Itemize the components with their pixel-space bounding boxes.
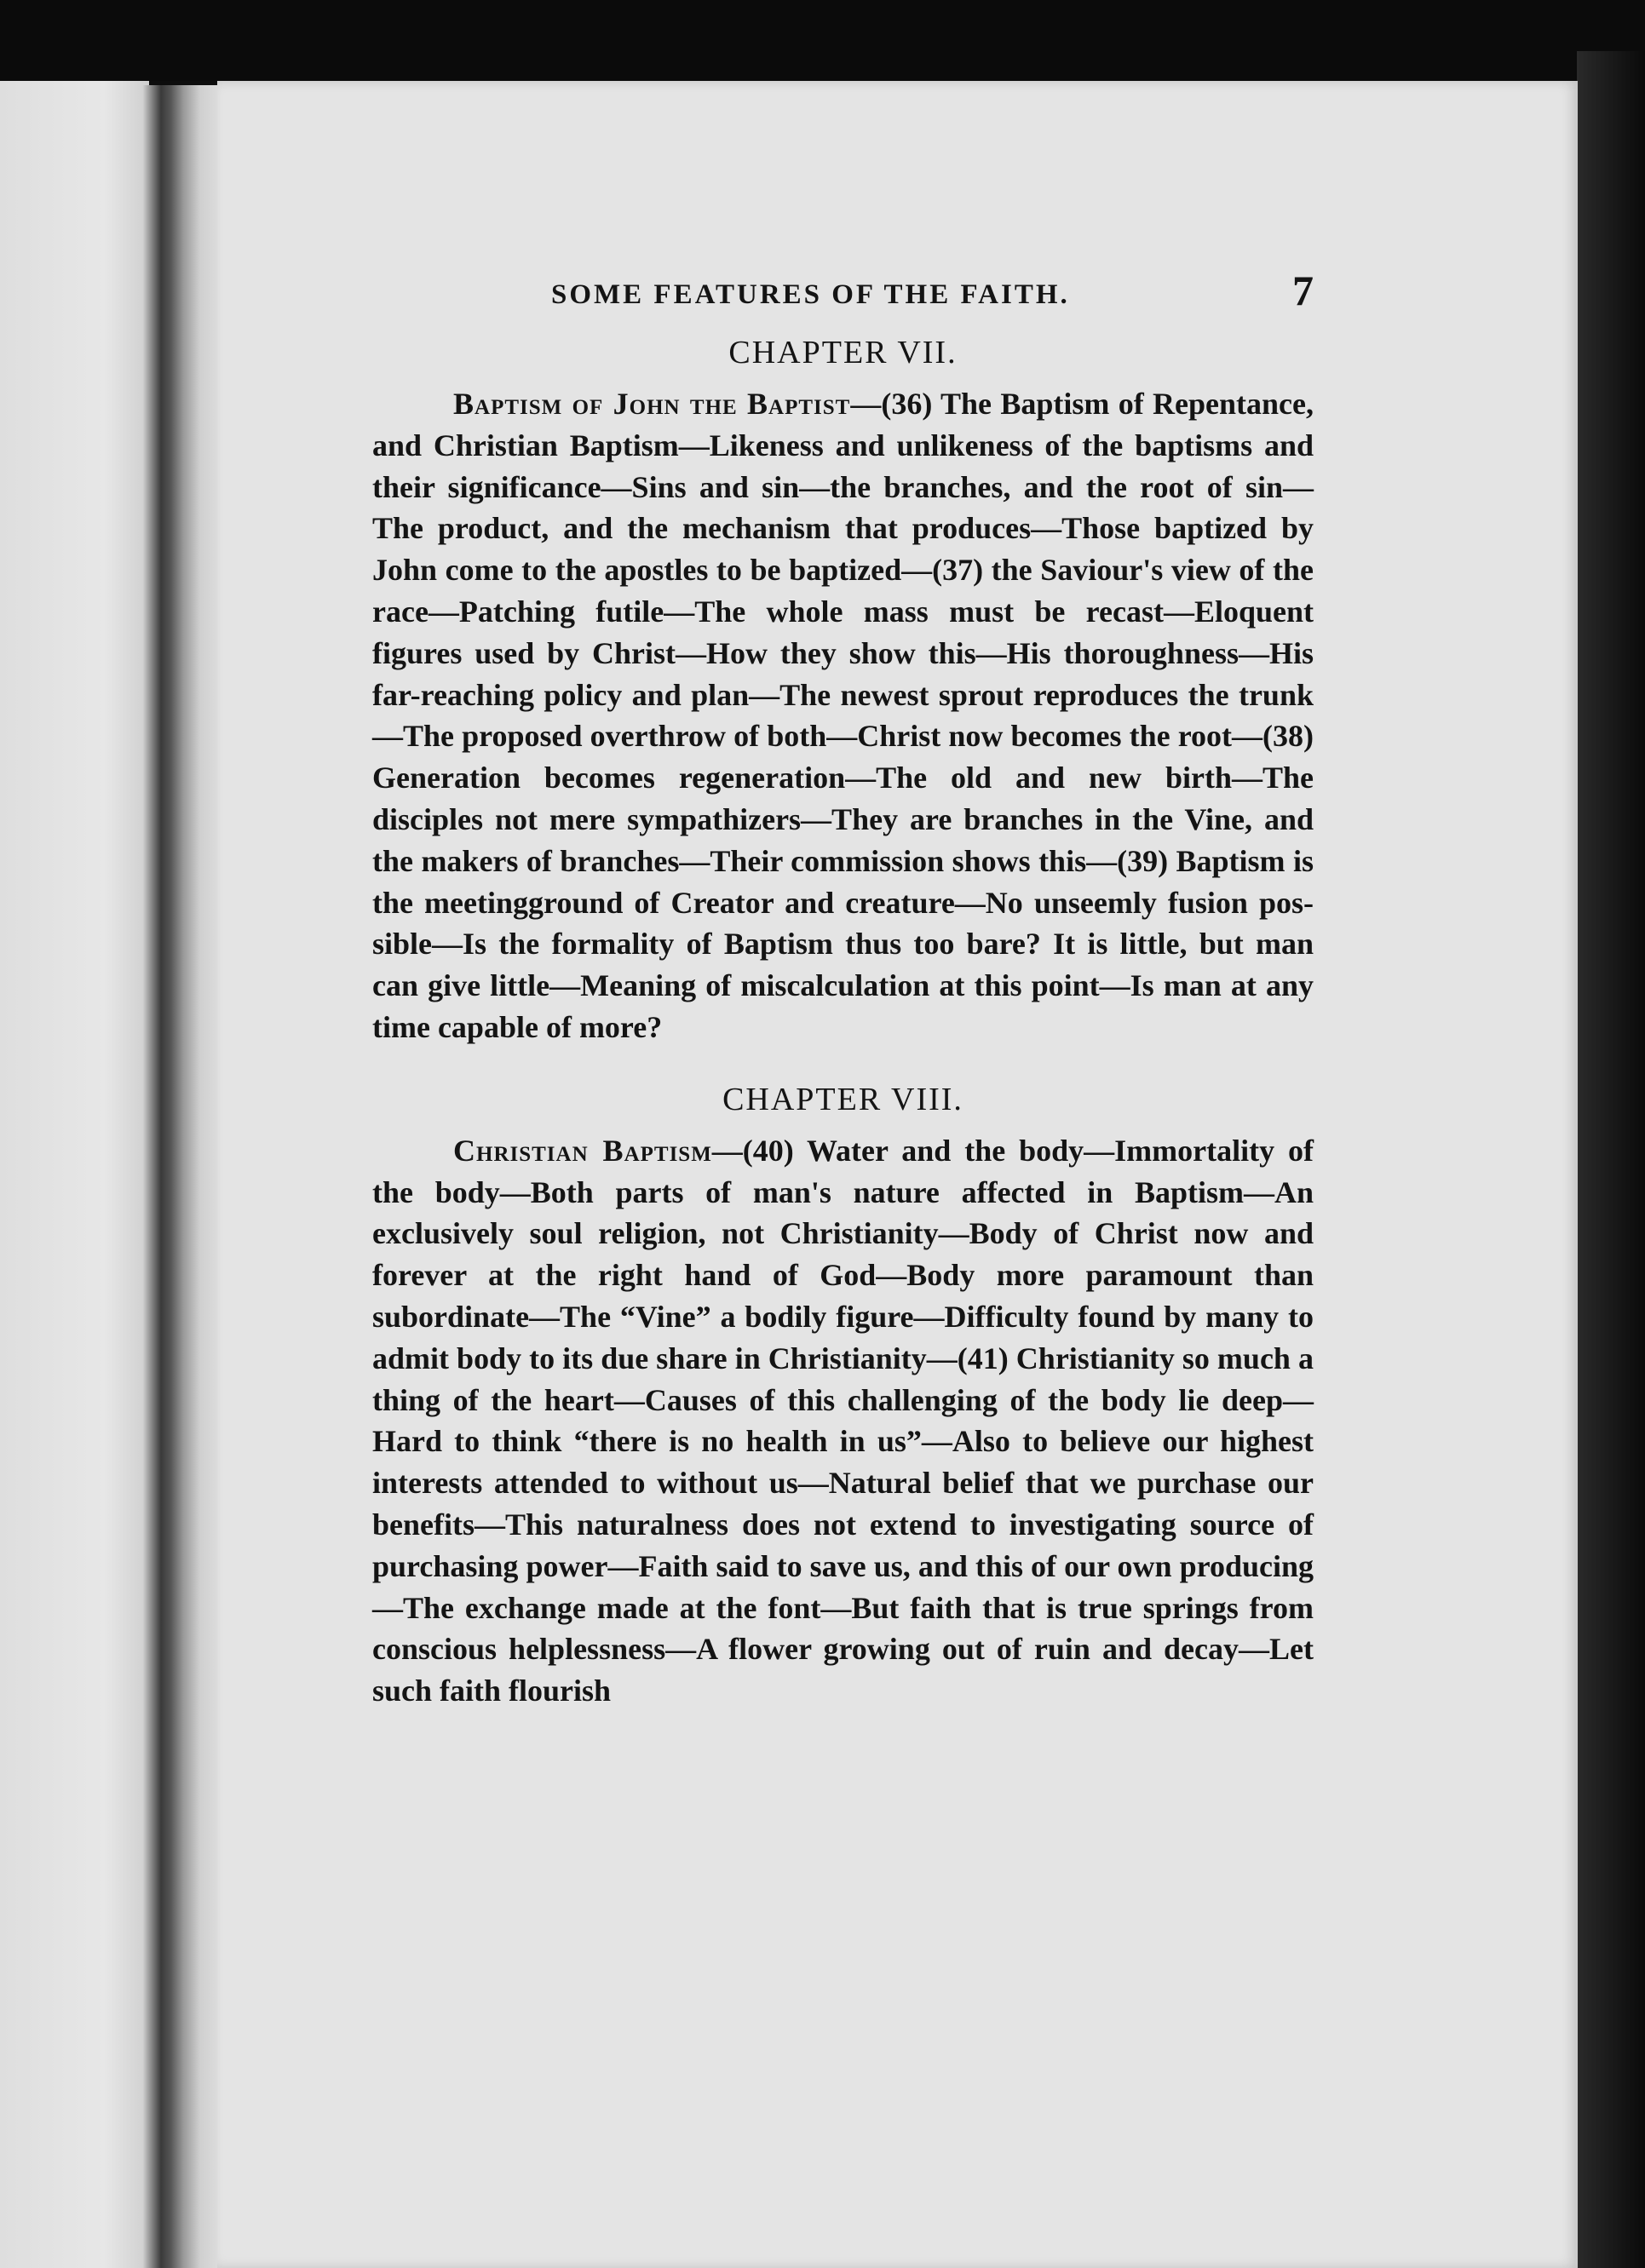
chapter-7-synopsis: [372, 383, 1314, 1048]
chapter-7-body: —(36) The Baptism of Repentance, and Christian Baptism—Likeness and unlikeness of the baptisms and their significance—Sins and sin—the branches, and the root of sin—The product, and the mechanism that produces—Those baptized by John come to the apostles to be baptized—(37) the Saviour's view of the race—Patching futile—The whole mass must be recast—Eloquent figures used by Christ—How they show this—His thoroughness—His far-reaching policy and plan—The newest sprout reproduces the trunk—The proposed overthrow of both—Christ now becomes the root—(38) Generation becomes regeneration—The old and new birth—The disciples not mere sympathizers—They are branches in the Vine, and the makers of branches—Their commission shows this—(39) Baptism is the meetingground of Creator and creature—No unseemly fusion possible—Is the formality of Baptism thus too bare? It is little, but man can give little—Meaning of miscalculation at this point—Is man at any time capable of more?: [372, 387, 1314, 1044]
book-page: [217, 81, 1578, 2268]
facing-page-edge: [0, 81, 149, 2268]
chapter-8-synopsis: [372, 1130, 1314, 1712]
running-head: [372, 267, 1314, 324]
page-number: 7: [1292, 267, 1314, 314]
chapter-8-lead: Christian Baptism: [453, 1133, 712, 1168]
page-text-block: [372, 267, 1314, 1712]
book-gutter-shadow: [143, 85, 224, 2268]
chapter-7-heading: CHAPTER VII.: [728, 335, 958, 370]
scan-right-border: [1577, 51, 1645, 2268]
chapter-8-body: —(40) Water and the body—Immortality of the body—Both parts of man's nature affected in Baptism—An exclusively soul religion, not Christianity—Body of Christ now and forever at the right hand of God—Body more paramount than subordinate—The “Vine” a bodily figure—Difficulty found by many to admit body to its due share in Christianity—(41) Christianity so much a thing of the heart—Causes of this challenging of the body lie deep—Hard to think “there is no health in us”—Also to believe our highest interests attended to without us—Natural belief that we purchase our benefits—This naturalness does not extend to investigating source of purchasing power—Faith said to save us, and this of our own producing—The exchange made at the font—But faith that is true springs from conscious helplessness—A flower growing out of ruin and decay—Let such faith flourish: [372, 1133, 1314, 1708]
running-head-title: SOME FEATURES OF THE FAITH.: [551, 279, 1070, 310]
scan-top-border: [0, 0, 1645, 81]
chapter-7-lead: Baptism of John the Baptist: [453, 387, 851, 421]
chapter-8-heading: CHAPTER VIII.: [722, 1081, 963, 1117]
